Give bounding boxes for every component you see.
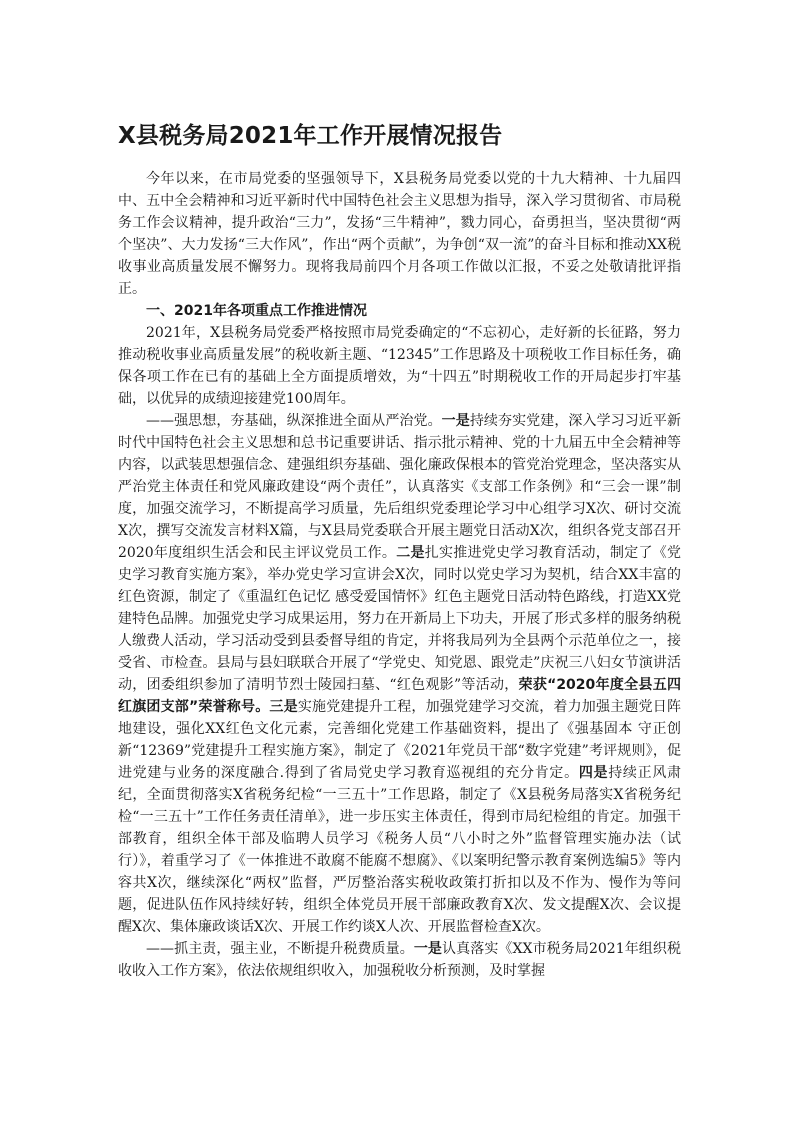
item-text: 认真落实《XX市税务局2021年组织税收收入工作方案》，依法依规组织收入，加强税收分析预测，及时掌握 xyxy=(118,941,682,979)
paragraph-lead: ——抓主责，强主业，不断提升税费质量。 xyxy=(146,941,414,957)
item-marker: 一是 xyxy=(413,941,443,957)
item-highlight: 荣获“2020年度全县五四红旗团支部”荣誉称号。 xyxy=(118,677,681,715)
item-marker: 四是 xyxy=(578,765,609,781)
intro-paragraph: 今年以来，在市局党委的坚强领导下，X县税务局党委以党的十九大精神、十九届四中、五中全会精神和习近平新时代中国特色社会主义思想为指导，深入学习贯彻省、市局税务工作会议精神，提升政治“三力”，发扬“三牛精神”，戮力同心，奋勇担当，坚决贯彻“两个坚决”、大力发扬“三大作风”，作出“两个贡献”，为争创“双一流”的奋斗目标和推动XX税收事业高质量发展不懈努力。现将我局前四个月各项工作做以汇报，不妥之处敬请批评指正。 xyxy=(118,171,681,297)
section-heading: 一、2021年各项重点工作推进情况 xyxy=(146,303,367,319)
item-marker: 三是 xyxy=(269,699,298,715)
paragraph-lead: ——强思想，夯基础，纵深推进全面从严治党。 xyxy=(146,413,442,429)
party-building-paragraph xyxy=(118,410,681,938)
tax-work-paragraph xyxy=(118,938,681,982)
item-text: 持续正风肃纪，全面贯彻落实X省税务纪检“一三五十”工作思路，制定了《X县税务局落实X省税务纪检“一三五十”工作任务责任清单》，进一步压实主体责任，得到市局纪检组的肯定。加强干部教育，组织全体干部及临聘人员学习《税务人员“八小时之外”监督管理实施办法（试行）》，着重学习了《一体推进不敢腐不能腐不想腐》、《以案明纪警示教育案例选编5》等内容共X次，继续深化“两权”监督，严厉整治落实税收政策打折扣以及不作为、慢作为等问题，促进队伍作风持续好转，组织全体党员开展干部廉政教育X次、发文提醒X次、会议提醒X次、集体廉政谈话X次、开展工作约谈X人次、开展监督检查X次。 xyxy=(118,765,682,935)
item-text: 持续夯实党建，深入学习习近平新时代中国特色社会主义思想和总书记重要讲话、指示批示精神、党的十九届五中全会精神等内容，以武装思想强信念、建强组织夯基础、强化廉政保根本的管党治党理念，坚决落实从严治党主体责任和党风廉政建设“两个责任”，认真落实《支部工作条例》和“三会一课”制度，加强交流学习，不断提高学习质量，先后组织党委理论学习中心组学习X次、研讨交流X次，撰写交流发言材料X篇，与X县局党委联合开展主题党日活动X次，组织各党支部召开2020年度组织生活会和民主评议党员工作。 xyxy=(118,413,682,561)
document-title: X县税务局2021年工作开展情况报告 xyxy=(118,123,503,149)
section-paragraph: 2021年，X县税务局党委严格按照市局党委确定的“不忘初心，走好新的长征路，努力推动税收事业高质量发展”的税收新主题、“12345”工作思路及十项税收工作目标任务，确保各项工作在已有的基础上全方面提质增效，为“十四五”时期税收工作的开局起步打牢基础，以优异的成绩迎接建党100周年。 xyxy=(118,325,681,407)
item-text: 扎实推进党史学习教育活动，制定了《党史学习教育实施方案》，举办党史学习宣讲会X次，同时以党史学习为契机，结合XX丰富的红色资源，制定了《重温红色记忆 感受爱国情怀》红色主题党日活动特色路线，打造XX党建特色品牌。加强党史学习成果运用，努力在开新局上下功夫，开展了形式多样的服务纳税人缴费人活动，学习活动受到县委督导组的肯定，并将我局列为全县两个示范单位之一，接受省、市检查。县局与县妇联联合开展了“学党史、知党恩、跟党走”庆祝三八妇女节演讲活动，团委组织参加了清明节烈士陵园扫墓、“红色观影”等活动， xyxy=(118,545,682,693)
item-text: 实施党建提升工程，加强党建学习交流，着力加强主题党日阵地建设，强化XX红色文化元素，完善细化党建工作基础资料，提出了《强基固本 守正创新“12369”党建提升工程实施方案》，制定了《2021年党员干部“数字党建”考评规则》，促进党建与业务的深度融合.得到了省局党史学习教育巡视组的充分肯定。 xyxy=(118,699,682,781)
item-marker: 一是 xyxy=(441,413,470,429)
document-body xyxy=(118,168,681,982)
item-marker: 二是 xyxy=(396,545,425,561)
